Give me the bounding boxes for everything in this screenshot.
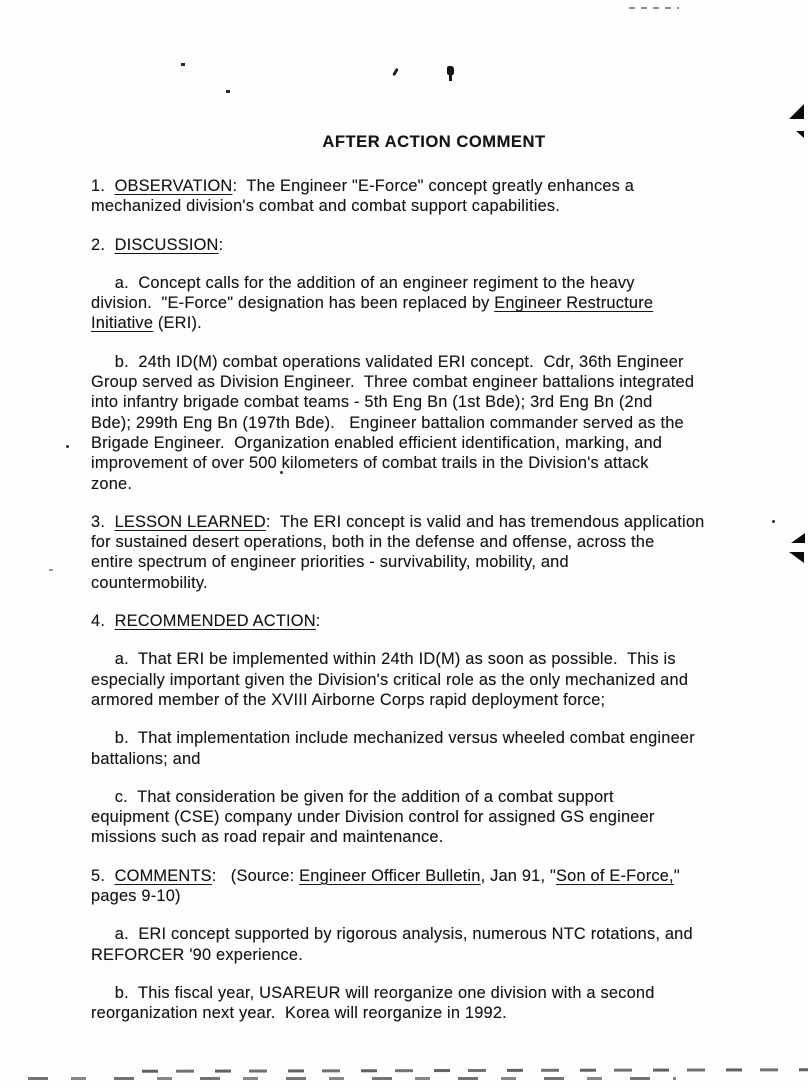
stray-ink-mark [447,66,454,75]
text-run: Group served as Division Engineer. Three combat engineer battalions integrated [91,373,695,392]
text-run: improvement of over 500 kilometers of combat trails in the Division's attack [91,454,649,473]
text-run: b. That implementation include mechanized versus wheeled combat engineer [91,729,695,748]
stray-tick-mark [392,68,399,76]
paragraph [91,176,753,217]
text-line [91,649,753,669]
underlined-text: Engineer Officer Bulletin [299,866,481,885]
underlined-text: RECOMMENDED ACTION [114,612,316,631]
paragraph [91,352,753,494]
text-run: a. ERI concept supported by rigorous analysis, numerous NTC rotations, and [91,925,693,944]
text-line [91,433,753,453]
text-run: , Jan 91, " [480,866,557,885]
text-line [91,293,753,313]
underlined-text: OBSERVATION [114,177,233,195]
paragraph [91,649,753,710]
text-run: Bde); 299th Eng Bn (197th Bde). Engineer battalion commander served as the [91,413,684,432]
underlined-text: LESSON LEARNED [114,512,266,531]
document-page [91,131,753,1024]
paragraph [91,866,753,907]
underlined-text: Son of E-Force, [556,866,674,885]
paragraph [91,728,753,769]
text-run: 2. [91,235,115,254]
text-run: zone. [91,474,133,493]
text-line [91,807,753,827]
text-run: : The ERI concept is valid and has tremendous application [265,512,705,531]
text-line [91,670,753,690]
text-line [91,453,753,473]
text-run: REFORCER '90 experience. [91,945,303,964]
text-run: equipment (CSE) company under Division control for assigned GS engineer [91,808,655,827]
text-run: armored member of the XVIII Airborne Corps rapid deployment force; [91,690,606,709]
text-line [91,372,753,392]
scan-speck [226,90,230,93]
text-run: a. That ERI be implemented within 24th ID(M) as soon as possible. This is [91,650,676,669]
text-run: into infantry brigade combat teams - 5th Eng Bn (1st Bde); 3rd Eng Bn (2nd [91,393,653,412]
text-line [91,196,753,216]
underlined-text: Engineer Restructure [494,294,654,313]
text-run: : (Source: [211,866,300,885]
text-run: division. "E-Force" designation has been replaced by [91,294,495,313]
fold-triangle-icon [789,104,804,119]
text-run: " [673,866,680,885]
fold-triangle-icon [789,552,804,563]
scan-speck [49,569,53,571]
text-line [91,787,753,807]
fold-triangle-icon [791,533,805,543]
text-line [91,392,753,412]
text-run: entire spectrum of engineer priorities - survivability, mobility, and [91,553,569,572]
text-line [91,611,753,631]
paragraph [91,235,753,255]
text-run: b. This fiscal year, USAREUR will reorganize one division with a second [91,983,655,1002]
text-run: especially important given the Division's critical role as the only mechanized and [91,670,689,689]
text-run: (ERI). [153,314,202,333]
text-line [91,983,753,1003]
text-run: : The Engineer "E-Force" concept greatly enhances a [232,177,635,195]
text-line [91,924,753,944]
paragraph [91,512,753,593]
text-run: missions such as road repair and maintenance. [91,828,444,847]
text-run: 4. [91,612,115,631]
text-run: b. 24th ID(M) combat operations validated ERI concept. Cdr, 36th Engineer [91,352,684,371]
scan-speck [181,63,185,66]
text-line [91,532,753,552]
paragraph [91,983,753,1024]
scan-edge-dashes-bottom [142,1068,808,1072]
text-run: pages 9-10) [91,887,181,906]
underlined-text: Initiative [91,314,154,333]
text-run: 3. [91,512,115,531]
text-line [91,1003,753,1023]
text-run: reorganization next year. Korea will reorganize in 1992. [91,1004,507,1023]
text-run: 5. [91,866,115,885]
text-line [91,749,753,769]
text-line [91,352,753,372]
scan-speck [66,445,69,448]
page-title: AFTER ACTION COMMENT [322,132,546,151]
text-line [91,413,753,433]
text-run: mechanized division's combat and combat support capabilities. [91,197,561,216]
text-line [91,866,753,886]
text-line [91,827,753,847]
text-line [91,273,753,293]
text-line [91,552,753,572]
scan-edge-dashes-bottom [28,1077,676,1080]
text-line [91,313,753,333]
text-run: for sustained desert operations, both in the defense and offense, across the [91,533,655,552]
paragraph [91,273,753,334]
text-line [91,176,753,196]
text-line [91,573,753,593]
underlined-text: DISCUSSION [114,235,219,254]
text-line [91,886,753,906]
scan-speck [772,520,775,523]
scan-edge-dashes-top [629,7,679,9]
paragraph [91,611,753,631]
text-run: 1. [91,177,115,195]
text-line [91,235,753,255]
underlined-text: COMMENTS [114,866,212,885]
text-line [91,512,753,532]
text-line [91,474,753,494]
text-run: a. Concept calls for the addition of an engineer regiment to the heavy [91,273,635,292]
text-run: Brigade Engineer. Organization enabled efficient identification, marking, and [91,433,663,452]
paragraph [91,787,753,848]
text-run: countermobility. [91,573,208,592]
text-run: : [218,235,224,254]
text-line [91,690,753,710]
text-run: battalions; and [91,749,201,768]
text-line [91,728,753,748]
document-body [91,176,753,1024]
paragraph [91,924,753,965]
fold-triangle-icon [796,131,804,138]
text-run: c. That consideration be given for the addition of a combat support [91,787,614,806]
text-line [91,945,753,965]
text-run: : [315,612,321,631]
